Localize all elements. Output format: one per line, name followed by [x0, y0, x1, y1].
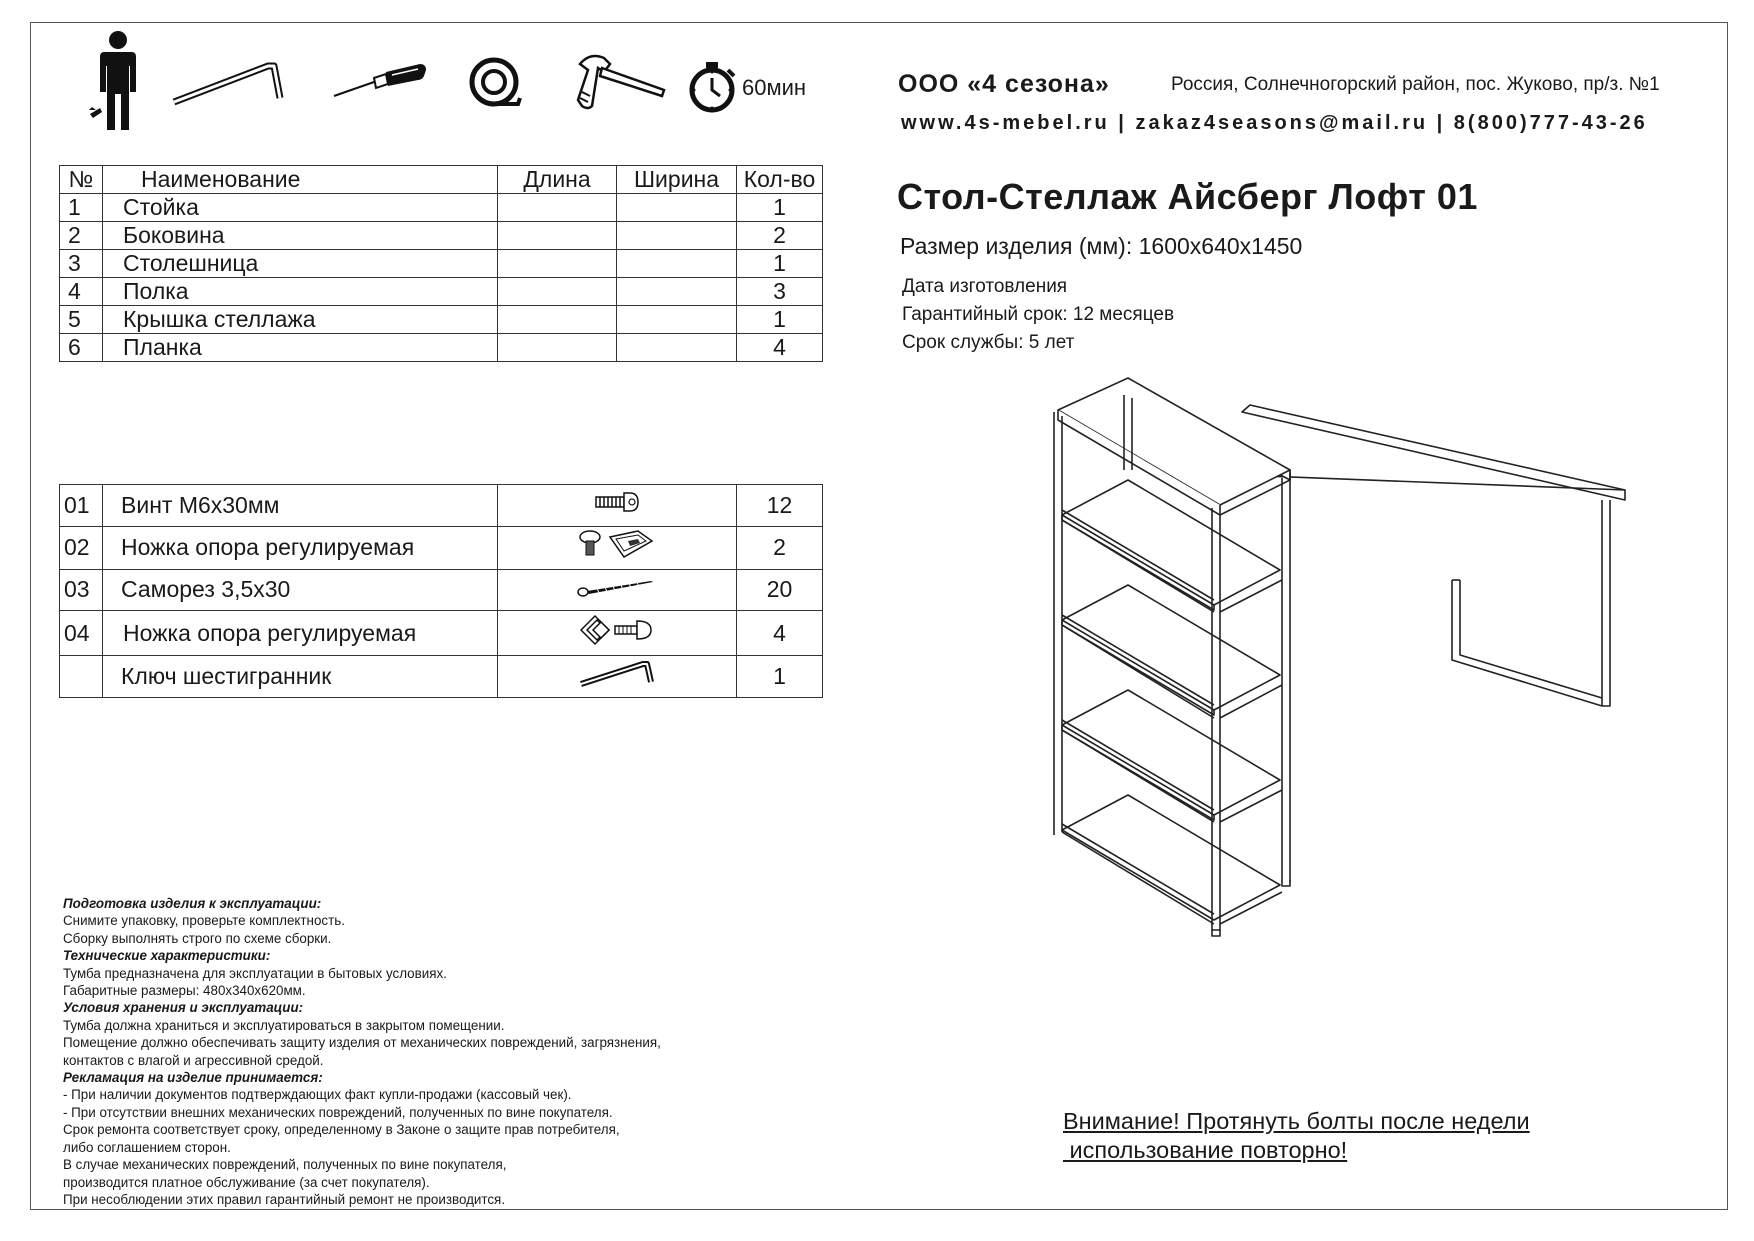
row-name: Столешница — [103, 250, 498, 278]
header-num: № — [60, 166, 103, 194]
row-width — [617, 250, 737, 278]
table-row — [60, 306, 823, 334]
row-name: Крышка стеллажа — [103, 306, 498, 334]
row-num: 6 — [60, 334, 103, 362]
manufacture-date: Дата изготовления — [902, 276, 1068, 297]
person-icon — [88, 30, 144, 134]
fastener-picture — [498, 569, 737, 611]
row-qty: 1 — [737, 306, 823, 334]
table-row — [60, 250, 823, 278]
warning-line-2: использование повторно! — [1063, 1137, 1348, 1163]
fastener-picture — [498, 526, 737, 569]
product-size: Размер изделия (мм): 1600x640x1450 — [900, 233, 1303, 259]
row-width — [617, 334, 737, 362]
warning-line-1: Внимание! Протянуть болты после недели — [1063, 1108, 1530, 1134]
row-num: 3 — [60, 250, 103, 278]
leveling-foot-icon — [577, 611, 657, 649]
service-life: Срок службы: 5 лет — [902, 332, 1075, 353]
row-width — [617, 306, 737, 334]
parts-table-header — [60, 166, 823, 194]
notes-heading: Технические характеристики: — [63, 948, 271, 964]
fastener-picture — [498, 611, 737, 656]
row-width — [617, 278, 737, 306]
table-row — [60, 485, 823, 527]
adjustable-foot-icon — [576, 527, 658, 563]
company-address: Россия, Солнечногорский район, пос. Жуково, пр/з. №1 — [1171, 74, 1660, 95]
row-length — [498, 194, 617, 222]
fastener-qty: 2 — [737, 526, 823, 569]
row-name: Планка — [103, 334, 498, 362]
fastener-name: Саморез 3,5х30 — [103, 569, 498, 611]
notes-line: - При отсутствии внешних механических повреждений, полученных по вине покупателя. — [63, 1104, 613, 1120]
notes-line: либо соглашением сторон. — [63, 1139, 231, 1155]
table-row — [60, 526, 823, 569]
fastener-qty: 1 — [737, 656, 823, 698]
fastener-qty: 20 — [737, 569, 823, 611]
fastener-name: Винт М6х30мм — [103, 485, 498, 527]
tape-measure-icon — [468, 56, 524, 110]
notes-line: Срок ремонта соответствует сроку, определенному в Законе о защите прав потребителя, — [63, 1122, 620, 1138]
table-row — [60, 278, 823, 306]
notes-line: контактов с влагой и агрессивной средой. — [63, 1052, 324, 1068]
row-qty: 4 — [737, 334, 823, 362]
warranty-period: Гарантийный срок: 12 месяцев — [902, 304, 1175, 325]
notes-line: В случае механических повреждений, полученных по вине покупателя, — [63, 1157, 507, 1173]
notes-line: Помещение должно обеспечивать защиту изделия от механических повреждений, загрязнения, — [63, 1035, 661, 1051]
row-length — [498, 222, 617, 250]
hammer-icon — [570, 50, 670, 112]
desk-shelf-drawing — [1040, 370, 1640, 940]
parts-table — [59, 165, 823, 362]
table-row — [60, 611, 823, 656]
row-width — [617, 222, 737, 250]
row-num: 2 — [60, 222, 103, 250]
row-qty: 1 — [737, 194, 823, 222]
row-length — [498, 334, 617, 362]
product-title: Стол-Стеллаж Айсберг Лофт 01 — [897, 176, 1478, 217]
notes-heading: Подготовка изделия к эксплуатации: — [63, 896, 322, 911]
fastener-qty: 4 — [737, 611, 823, 656]
fastener-qty: 12 — [737, 485, 823, 527]
fastener-name: Ножка опора регулируемая — [103, 611, 498, 656]
table-row — [60, 222, 823, 250]
header-qty: Кол-во — [737, 166, 823, 194]
row-width — [617, 194, 737, 222]
fastener-name: Ключ шестигранник — [103, 656, 498, 698]
row-name: Полка — [103, 278, 498, 306]
header-name: Наименование — [103, 166, 498, 194]
notes-line: производится платное обслуживание (за счет покупателя). — [63, 1174, 430, 1190]
company-name: ООО «4 сезона» — [898, 70, 1110, 98]
row-length — [498, 306, 617, 334]
fastener-picture — [498, 485, 737, 527]
notes-line: - При наличии документов подтверждающих факт купли-продажи (кассовый чек). — [63, 1087, 572, 1103]
table-row — [60, 656, 823, 698]
fasteners-table — [59, 484, 823, 698]
warning-note — [1063, 1107, 1530, 1165]
fastener-code: 03 — [60, 569, 103, 611]
hex-key-icon — [577, 656, 657, 690]
notes-line: Сборку выполнять строго по схеме сборки. — [63, 930, 332, 946]
notes-heading: Рекламация на изделие принимается: — [63, 1070, 323, 1086]
wood-screw-icon — [577, 575, 657, 599]
company-contacts: www.4s-mebel.ru | zakaz4seasons@mail.ru | 8(800)777-43-26 — [901, 112, 1648, 134]
header-length: Длина — [498, 166, 617, 194]
notes-line: Снимите упаковку, проверьте комплектность. — [63, 913, 345, 929]
notes-block — [63, 895, 853, 1208]
bolt-icon — [592, 489, 642, 515]
row-length — [498, 250, 617, 278]
table-row — [60, 194, 823, 222]
notes-line: Тумба должна храниться и эксплуатироваться в закрытом помещении. — [63, 1017, 505, 1033]
table-row — [60, 569, 823, 611]
fastener-picture — [498, 656, 737, 698]
notes-line: Тумба предназначена для эксплуатации в бытовых условиях. — [63, 965, 447, 981]
header-width: Ширина — [617, 166, 737, 194]
fastener-code — [60, 656, 103, 698]
row-qty: 3 — [737, 278, 823, 306]
notes-line: Габаритные размеры: 480х340х620мм. — [63, 983, 306, 999]
row-num: 4 — [60, 278, 103, 306]
fastener-code: 04 — [60, 611, 103, 656]
row-qty: 1 — [737, 250, 823, 278]
row-name: Боковина — [103, 222, 498, 250]
hex-key-icon — [170, 58, 285, 110]
row-num: 5 — [60, 306, 103, 334]
stopwatch-icon — [686, 58, 740, 114]
row-length — [498, 278, 617, 306]
fastener-code: 01 — [60, 485, 103, 527]
notes-line: При несоблюдении этих правил гарантийный ремонт не производится. — [63, 1191, 506, 1207]
notes-heading: Условия хранения и эксплуатации: — [63, 1000, 304, 1016]
row-qty: 2 — [737, 222, 823, 250]
assembly-time: 60мин — [742, 75, 807, 100]
screwdriver-icon — [330, 62, 430, 102]
fastener-code: 02 — [60, 526, 103, 569]
table-row — [60, 334, 823, 362]
row-num: 1 — [60, 194, 103, 222]
fastener-name: Ножка опора регулируемая — [103, 526, 498, 569]
row-name: Стойка — [103, 194, 498, 222]
